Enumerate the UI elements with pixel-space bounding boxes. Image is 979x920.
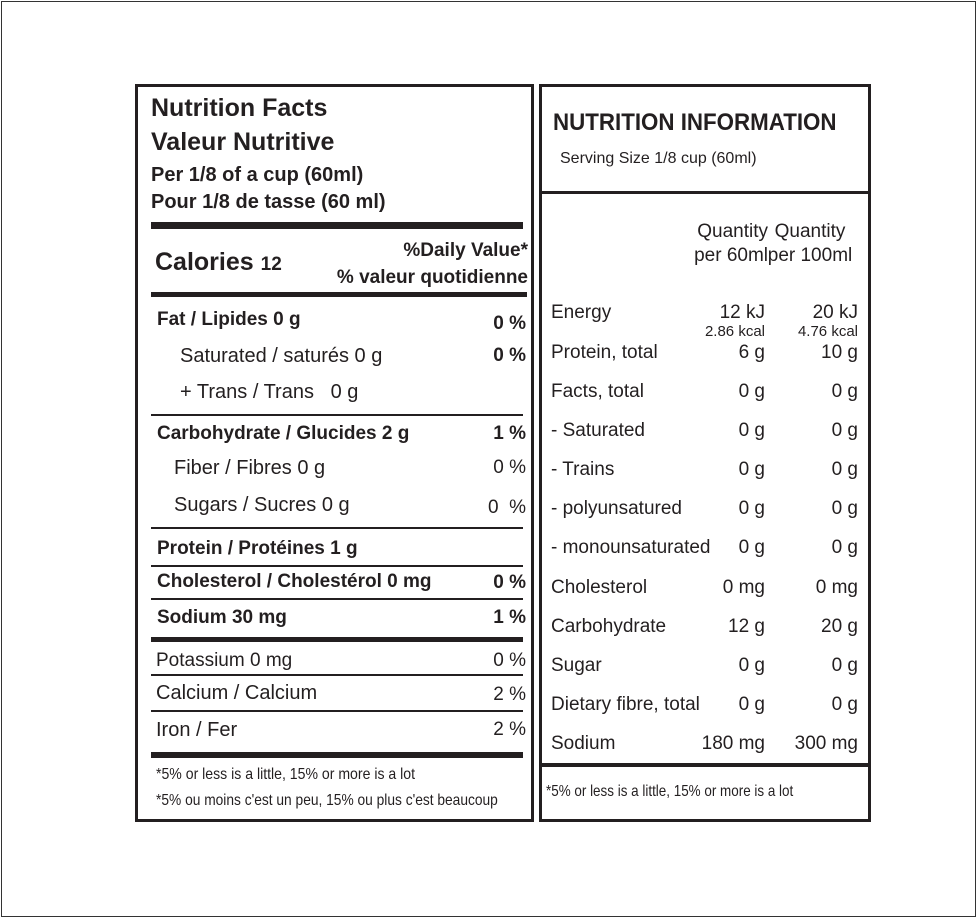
value-per-60ml: 6 g (738, 342, 765, 363)
value-per-60ml: 0 g (738, 420, 765, 441)
value-per-100ml: 0 g (831, 420, 858, 441)
daily-value-header-fr: % valeur quotidienne (336, 267, 528, 288)
col-60ml-header-line2: per 60ml (694, 245, 768, 266)
potassium-row-dv: 0 % (493, 650, 526, 671)
calcium-row-dv: 2 % (493, 684, 526, 705)
value-per-100ml: 0 g (831, 694, 858, 715)
nutrient-label: - monounsaturated (551, 537, 711, 558)
iron-row-dv: 2 % (493, 719, 526, 740)
value-per-60ml-kcal: 2.86 kcal (704, 323, 765, 340)
value-per-100ml: 20 kJ (812, 302, 858, 323)
nutrient-label: - Trains (551, 459, 615, 480)
nutrient-label: - polyunsatured (551, 498, 682, 519)
value-per-60ml: 0 g (738, 381, 765, 402)
calories-value: 12 (260, 254, 282, 275)
nutrient-label: - Saturated (551, 420, 645, 441)
nutrient-label: Protein, total (551, 342, 658, 363)
title-fr: Valeur Nutritive (151, 128, 335, 156)
value-per-60ml: 0 mg (722, 577, 765, 598)
carbohydrate-row-label: Carbohydrate / Glucides 2 g (157, 423, 410, 444)
value-per-100ml: 0 g (831, 498, 858, 519)
value-per-60ml: 0 g (738, 498, 765, 519)
serving-en: Per 1/8 of a cup (60ml) (151, 164, 364, 186)
row-divider (151, 565, 523, 567)
value-per-100ml: 10 g (821, 342, 858, 363)
value-per-100ml: 0 g (831, 537, 858, 558)
fiber-row-dv: 0 % (493, 457, 526, 478)
serving-size: Serving Size 1/8 cup (60ml) (560, 150, 757, 167)
nutrient-label: Sugar (551, 655, 602, 676)
title-en: Nutrition Facts (151, 94, 328, 122)
fat-row-label: Fat / Lipides 0 g (157, 309, 301, 330)
cholesterol-row-dv: 0 % (493, 572, 526, 593)
medium-rule (151, 292, 527, 297)
fat-row-dv: 0 % (493, 313, 526, 334)
thick-rule (151, 637, 523, 642)
cholesterol-row-label: Cholesterol / Cholestérol 0 mg (157, 571, 432, 592)
value-per-60ml: 0 g (738, 537, 765, 558)
thick-rule (151, 752, 523, 758)
nutrient-label: Sodium (551, 733, 616, 754)
col-100ml-header-line2: per 100ml (767, 245, 853, 266)
col-60ml-header (660, 220, 768, 268)
value-per-60ml: 12 g (728, 616, 765, 637)
sugars-row-dv: 0 % (487, 497, 526, 518)
value-per-60ml: 12 kJ (719, 302, 765, 323)
value-per-100ml: 0 mg (815, 577, 858, 598)
daily-value-header-en: %Daily Value* (403, 240, 528, 261)
nutrient-label: Facts, total (551, 381, 644, 402)
value-per-60ml: 0 g (738, 655, 765, 676)
sodium-row-label: Sodium 30 mg (157, 607, 287, 628)
protein-row-label: Protein / Protéines 1 g (157, 538, 358, 559)
row-divider (151, 710, 523, 712)
value-per-100ml: 20 g (821, 616, 858, 637)
saturated-row-dv: 0 % (493, 345, 526, 366)
row-divider (151, 414, 523, 416)
value-per-100ml: 0 g (831, 459, 858, 480)
iron-row-label: Iron / Fer (156, 719, 238, 741)
trans-row-label: + Trans / Trans 0 g (180, 381, 359, 403)
sugars-row-label: Sugars / Sucres 0 g (174, 494, 350, 516)
calories-label: Calories 12 (155, 248, 282, 276)
nutrient-label: Cholesterol (551, 577, 648, 598)
col-100ml-header (760, 220, 860, 268)
row-divider (151, 598, 523, 600)
potassium-row-label: Potassium 0 mg (156, 650, 293, 671)
row-divider (151, 527, 523, 529)
nutrient-label: Carbohydrate (551, 616, 667, 637)
saturated-row-label: Saturated / saturés 0 g (180, 345, 383, 367)
sodium-row-dv: 1 % (493, 607, 526, 628)
calcium-row-label: Calcium / Calcium (156, 682, 318, 704)
nutrition-information-header-box (539, 84, 871, 194)
fiber-row-label: Fiber / Fibres 0 g (174, 457, 326, 479)
col-60ml-header-line1: Quantity (697, 221, 768, 242)
value-per-100ml: 0 g (831, 655, 858, 676)
value-per-60ml: 180 mg (701, 733, 765, 754)
nutrition-information-title: NUTRITION INFORMATION (553, 109, 837, 136)
serving-fr: Pour 1/8 de tasse (60 ml) (151, 191, 386, 213)
nutrient-label: Dietary fibre, total (551, 694, 700, 715)
footnote: *5% or less is a little, 15% or more is a lot (546, 783, 794, 800)
thick-rule (151, 222, 523, 229)
row-divider (151, 674, 523, 676)
nutrient-label: Energy (551, 302, 612, 323)
value-per-60ml: 0 g (738, 694, 765, 715)
col-100ml-header-line1: Quantity (774, 221, 846, 242)
value-per-100ml: 300 mg (794, 733, 858, 754)
carbohydrate-row-dv: 1 % (493, 423, 526, 444)
footnote-en: *5% or less is a little, 15% or more is a lot (156, 766, 416, 783)
value-per-100ml-kcal: 4.76 kcal (797, 323, 858, 340)
thick-rule (539, 763, 871, 767)
footnote-fr: *5% ou moins c'est un peu, 15% ou plus c'est beaucoup (156, 792, 498, 809)
value-per-60ml: 0 g (738, 459, 765, 480)
value-per-100ml: 0 g (831, 381, 858, 402)
